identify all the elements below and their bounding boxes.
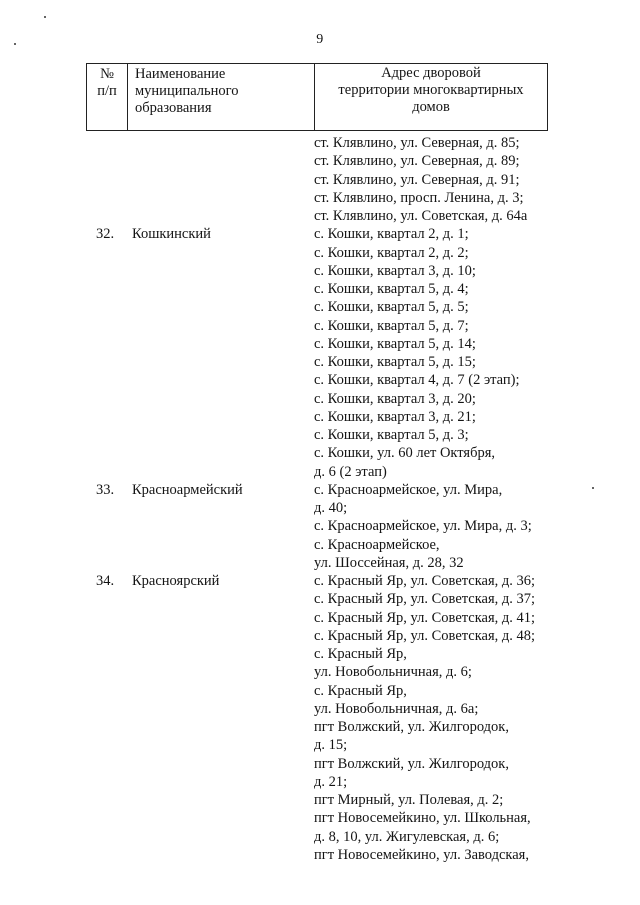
table-row	[0, 371, 640, 389]
table-row	[0, 298, 640, 316]
address-text: ст. Клявлино, просп. Ленина, д. 3;	[314, 189, 524, 206]
address-text: ст. Клявлино, ул. Советская, д. 64а	[314, 208, 528, 224]
table-row	[0, 828, 640, 846]
table-row	[0, 444, 640, 462]
table-row	[0, 317, 640, 335]
table-row	[0, 262, 640, 280]
table-row	[0, 207, 640, 225]
address-text: с. Кошки, квартал 5, д. 15;	[314, 354, 476, 370]
address-text: с. Красноармейское, ул. Мира, д. 3;	[314, 518, 532, 535]
header-number-label: № п/п	[97, 66, 117, 99]
table-row	[0, 134, 640, 152]
municipality-name: Кошкинский	[132, 226, 211, 243]
address-text: пгт Новосемейкино, ул. Школьная,	[314, 810, 531, 827]
municipality-name: Красноярский	[132, 573, 220, 589]
table-row	[0, 700, 640, 718]
address-text: д. 8, 10, ул. Жигулевская, д. 6;	[314, 828, 500, 845]
table-row	[0, 791, 640, 809]
table-row	[0, 225, 640, 243]
address-text: с. Кошки, квартал 5, д. 4;	[314, 281, 469, 297]
address-text: с. Кошки, квартал 5, д. 5;	[314, 299, 469, 316]
address-text: с. Кошки, квартал 5, д. 14;	[314, 335, 476, 352]
address-text: пгт Новосемейкино, ул. Заводская,	[314, 846, 529, 863]
row-number: 33.	[96, 481, 115, 498]
address-text: с. Красный Яр, ул. Советская, д. 48;	[314, 627, 536, 644]
address-text: с. Кошки, квартал 3, д. 10;	[314, 262, 476, 279]
table-row	[0, 481, 640, 499]
table-row	[0, 682, 640, 700]
table-row	[0, 426, 640, 444]
table-row	[0, 499, 640, 517]
address-text: с. Красноармейское,	[314, 536, 440, 553]
address-text: с. Кошки, квартал 3, д. 21;	[314, 408, 476, 425]
table-row	[0, 755, 640, 773]
address-text: ул. Шоссейная, д. 28, 32	[314, 554, 464, 571]
table-row	[0, 554, 640, 572]
table-body	[0, 134, 640, 864]
address-text: с. Кошки, ул. 60 лет Октября,	[314, 445, 496, 462]
table-row	[0, 590, 640, 608]
table-row	[0, 663, 640, 681]
table-row	[0, 736, 640, 754]
table-row	[0, 353, 640, 371]
table-row	[0, 171, 640, 189]
header-address-label: Адрес дворовой территории многоквартирных домов	[338, 65, 524, 115]
table-row	[0, 846, 640, 864]
table-row	[0, 627, 640, 645]
address-text: с. Красноармейское, ул. Мира,	[314, 481, 503, 498]
address-text: д. 15;	[314, 737, 348, 754]
table-row	[0, 609, 640, 627]
table-row	[0, 463, 640, 481]
address-text: д. 40;	[314, 500, 348, 516]
table-row	[0, 773, 640, 791]
table-row	[0, 189, 640, 207]
address-text: с. Кошки, квартал 3, д. 20;	[314, 390, 476, 407]
address-text: ст. Клявлино, ул. Северная, д. 85;	[314, 135, 520, 151]
address-text: с. Кошки, квартал 2, д. 1;	[314, 226, 469, 243]
address-text: ст. Клявлино, ул. Северная, д. 89;	[314, 153, 520, 170]
address-text: с. Кошки, квартал 4, д. 7 (2 этап);	[314, 372, 520, 389]
address-text: пгт Волжский, ул. Жилгородок,	[314, 755, 509, 772]
table-row	[0, 152, 640, 170]
header-name-label: Наименование муниципального образования	[135, 66, 239, 116]
address-text: ул. Новобольничная, д. 6;	[314, 664, 472, 681]
address-text: с. Красный Яр,	[314, 646, 407, 662]
row-number: 32.	[96, 226, 115, 243]
header-name-cell	[128, 64, 315, 131]
table-row	[0, 408, 640, 426]
table-row	[0, 517, 640, 535]
address-text: с. Красный Яр,	[314, 682, 407, 699]
table-row	[0, 718, 640, 736]
address-text: ст. Клявлино, ул. Северная, д. 91;	[314, 171, 520, 188]
address-text: пгт Волжский, ул. Жилгородок,	[314, 719, 509, 735]
address-text: с. Красный Яр, ул. Советская, д. 37;	[314, 591, 536, 608]
table-row	[0, 390, 640, 408]
header-number-cell	[87, 64, 128, 131]
table-row	[0, 572, 640, 590]
municipality-name: Красноармейский	[132, 481, 243, 498]
address-text: д. 6 (2 этап)	[314, 463, 387, 480]
address-text: с. Кошки, квартал 5, д. 3;	[314, 427, 469, 443]
table-row	[0, 536, 640, 554]
address-text: ул. Новобольничная, д. 6а;	[314, 700, 479, 717]
table-row	[0, 280, 640, 298]
table-row	[0, 645, 640, 663]
address-text: д. 21;	[314, 773, 348, 790]
header-address-cell	[315, 64, 548, 131]
page-number: 9	[316, 32, 324, 47]
address-text: с. Красный Яр, ул. Советская, д. 41;	[314, 609, 536, 626]
table-row	[0, 244, 640, 262]
address-text: с. Красный Яр, ул. Советская, д. 36;	[314, 573, 536, 589]
table-row	[0, 335, 640, 353]
address-text: пгт Мирный, ул. Полевая, д. 2;	[314, 792, 504, 808]
address-text: с. Кошки, квартал 5, д. 7;	[314, 317, 469, 334]
table-header	[86, 63, 548, 131]
scan-speck	[44, 16, 46, 18]
table-row	[0, 809, 640, 827]
row-number: 34.	[96, 573, 115, 589]
address-text: с. Кошки, квартал 2, д. 2;	[314, 244, 469, 261]
